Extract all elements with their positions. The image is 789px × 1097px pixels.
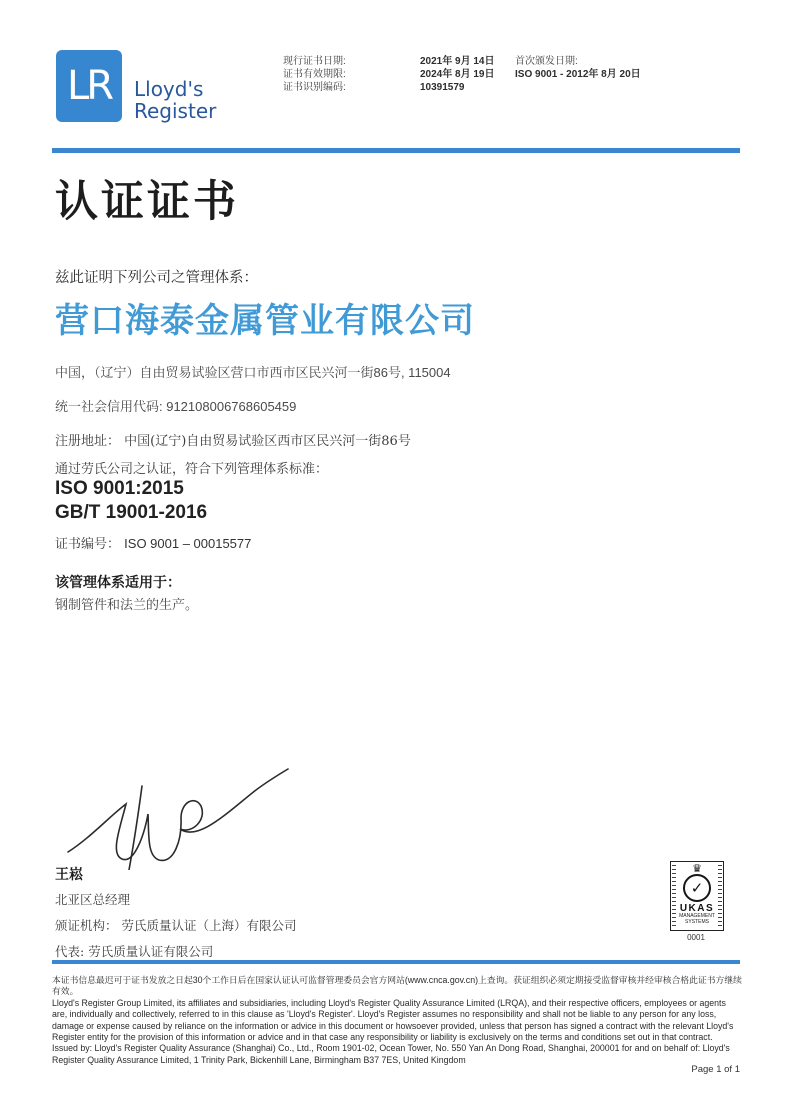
ukas-subtitle-line1: MANAGEMENT [679,913,715,919]
on-behalf-value: 劳氏质量认证有限公司 [88,944,214,959]
ukas-wordmark: UKAS [679,903,715,914]
crown-icon: ♛ [692,862,702,875]
document-title: 认证证书 [55,177,239,227]
standard-iso-9001: ISO 9001:2015 [55,478,184,499]
lr-monogram: LR [66,63,112,109]
checkmark-circle-icon [683,874,711,902]
on-behalf-line [55,942,213,960]
signature-image [62,750,302,870]
signatory-name: 王崧 [55,867,83,883]
issuing-body-value: 劳氏质量认证（上海）有限公司 [121,918,297,933]
company-address: 中国，（辽宁）自由贸易试验区营口市西市区民兴河一街86号, 115004 [55,365,451,380]
standard-gbt-19001: GB/T 19001-2016 [55,502,208,523]
lloyds-register-wordmark [134,78,216,122]
expiry-value: 2024年 8月 19日 [420,69,495,80]
bottom-divider-rule [52,960,740,964]
ukas-left-ticks [672,865,676,927]
logo-word-line2: Register [134,99,217,123]
ukas-number: 0001 [687,933,705,942]
expiry-label: 证书有效期限: [283,69,346,80]
company-credit-code: 统一社会信用代码: 912108006768605459 [55,399,297,414]
ukas-subtitle-line2: SYSTEMS [685,918,709,925]
original-approval-label: 首次颁发日期: [515,56,578,67]
certificate-number-value: ISO 9001 – 00015577 [124,536,252,551]
current-issue-value: 2021年 9月 14日 [420,56,495,67]
logo-word-line1: Lloyd's [134,77,204,101]
scope-text: 钢制管件和法兰的生产。 [55,598,199,613]
current-issue-label: 现行证书日期: [283,56,346,67]
footer-en-disclaimer: Lloyd's Register Group Limited, its affiliates and subsidiaries, including Lloyd's Register Quality Assurance Limited (LRQA), and their respective officers, employees or agents are, individually and collectively, referred to in this clause as 'Lloyd's Register'. Lloyd's Register assumes no responsibility and shall not be liable to any person for any loss, damage or expense caused by reliance on the information or advice in this document or howsoever provided, unless that person has signed a contract with the relevant Lloyd's Register entity for the provision of this information or advice and in that case any responsibility or liability is exclusively on the terms and conditions set out in that contract. [52,997,734,1043]
page-indicator: Page 1 of 1 [691,1064,740,1075]
header-date-labels [283,55,346,94]
certificate-number-label: 证书编号： [55,537,121,552]
approval-statement: 通过劳氏公司之认证，符合下列管理体系标准： [55,462,329,477]
scope-heading: 该管理体系适用于： [55,575,181,591]
footer-cn-notice: 本证书信息最迟可于证书发放之日起30个工作日后在国家认证认可监督管理委员会官方网站(www.cnca.gov.cn)上查询。获证组织必须定期接受监督审核并经审核合格此证书方继续有效。 [52,975,742,997]
standards-list [55,477,207,525]
intro-statement: 兹此证明下列公司之管理体系： [55,270,258,286]
issuing-body-label: 颁证机构： [55,918,118,933]
ukas-subtitle [679,914,715,925]
certificate-number-line [55,533,251,552]
signatory-title: 北亚区总经理 [55,892,131,907]
footer-issued-by: Issued by: Lloyd's Register Quality Assurance (Shanghai) Co., Ltd., Room 1901-02, Ocean Tower, No. 550 Yan An Dong Road, Shanghai, 200001 for and on behalf of: Lloyd's Register Quality Assurance Limited, 1 Trinity Park, Bickenhill Lane, Birmingham B37 7ES, United Kingdom [52,1043,730,1065]
lloyds-register-logo-icon [56,50,122,122]
company-name: 营口海泰金属管业有限公司 [55,301,475,341]
header-original-approval [515,55,641,81]
certificate-id-value: 10391579 [420,82,465,93]
ukas-right-ticks [718,865,722,927]
certificate-id-label: 证书识别编码: [283,82,346,93]
header-date-values [420,55,495,94]
top-divider-rule [52,148,740,153]
check-icon: ✓ [690,878,704,897]
footer-legal-block [52,975,742,1066]
company-registered-address: 注册地址： 中国(辽宁)自由贸易试验区西市区民兴河一街86号 [55,434,411,449]
original-approval-value: ISO 9001 - 2012年 8月 20日 [515,69,641,80]
on-behalf-label: 代表: [55,944,85,959]
issuing-body-line [55,916,297,934]
ukas-accreditation-mark [670,861,724,931]
